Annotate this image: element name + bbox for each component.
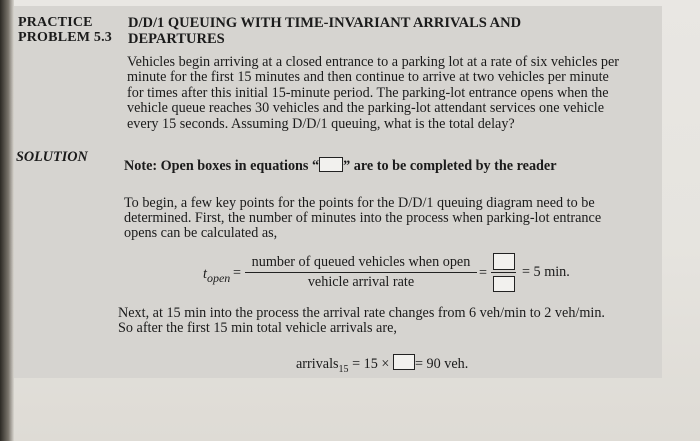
eq2-lhs-subscript: 15	[338, 363, 349, 375]
solution-para2-line: So after the first 15 min total vehicle arrivals are,	[118, 320, 397, 336]
problem-body-line: for times after this initial 15-minute period. The parking-lot entrance opens when the	[127, 85, 609, 101]
note-text-before: Note: Open boxes in equations “	[124, 158, 320, 174]
problem-body-line: every 15 seconds. Assuming D/D/1 queuing, what is the total delay?	[127, 116, 515, 132]
eq1-fraction-bar	[245, 272, 477, 273]
eq1-denominator: vehicle arrival rate	[307, 274, 415, 290]
eq1-answer-fraction-bar	[491, 272, 516, 273]
eq2-line	[296, 354, 468, 377]
solution-para1-line: To begin, a few key points for the points for the D/D/1 queuing diagram need to be	[124, 195, 595, 211]
eq2-answer-box	[393, 354, 415, 370]
problem-body-line: vehicle queue reaches 30 vehicles and the parking-lot attendant services one vehicle	[127, 100, 605, 116]
eq1-lhs-symbol: t	[203, 266, 207, 282]
problem-title-line2: DEPARTURES	[128, 31, 225, 47]
eq1-answer-box-denominator	[493, 276, 515, 292]
eq1-equals: =	[233, 265, 242, 281]
note-line	[124, 157, 557, 174]
eq2-lhs: arrivals	[296, 356, 339, 372]
problem-title-line1: D/D/1 QUEUING WITH TIME-INVARIANT ARRIVALS AND	[128, 15, 522, 31]
problem-body-line: minute for the first 15 minutes and then continue to arrive at two vehicles per minute	[127, 69, 609, 85]
eq1-result: = 5 min.	[522, 264, 570, 280]
open-box-icon	[319, 157, 343, 172]
eq2-middle: = 15 ×	[348, 356, 393, 372]
problem-label-line2: PROBLEM 5.3	[18, 30, 112, 45]
eq1-numerator: number of queued vehicles when open	[251, 254, 471, 270]
problem-label-line1: PRACTICE	[18, 15, 93, 30]
solution-para2-line: Next, at 15 min into the process the arrival rate changes from 6 veh/min to 2 veh/min.	[118, 305, 605, 321]
solution-para1-line: determined. First, the number of minutes into the process when parking-lot entrance	[124, 210, 602, 226]
solution-label: SOLUTION	[16, 149, 88, 165]
eq1-lhs	[203, 267, 230, 286]
problem-body-line: Vehicles begin arriving at a closed entrance to a parking lot at a rate of six vehicles per	[127, 54, 620, 70]
eq1-equals-2: =	[479, 265, 488, 281]
eq2-result: = 90 veh.	[414, 356, 469, 372]
solution-para1-line: opens can be calculated as,	[124, 225, 278, 241]
eq1-lhs-subscript: open	[206, 270, 231, 285]
eq1-answer-box-numerator	[493, 253, 515, 270]
page-edge-shadow	[0, 0, 14, 441]
note-text-after: ” are to be completed by the reader	[343, 158, 557, 174]
